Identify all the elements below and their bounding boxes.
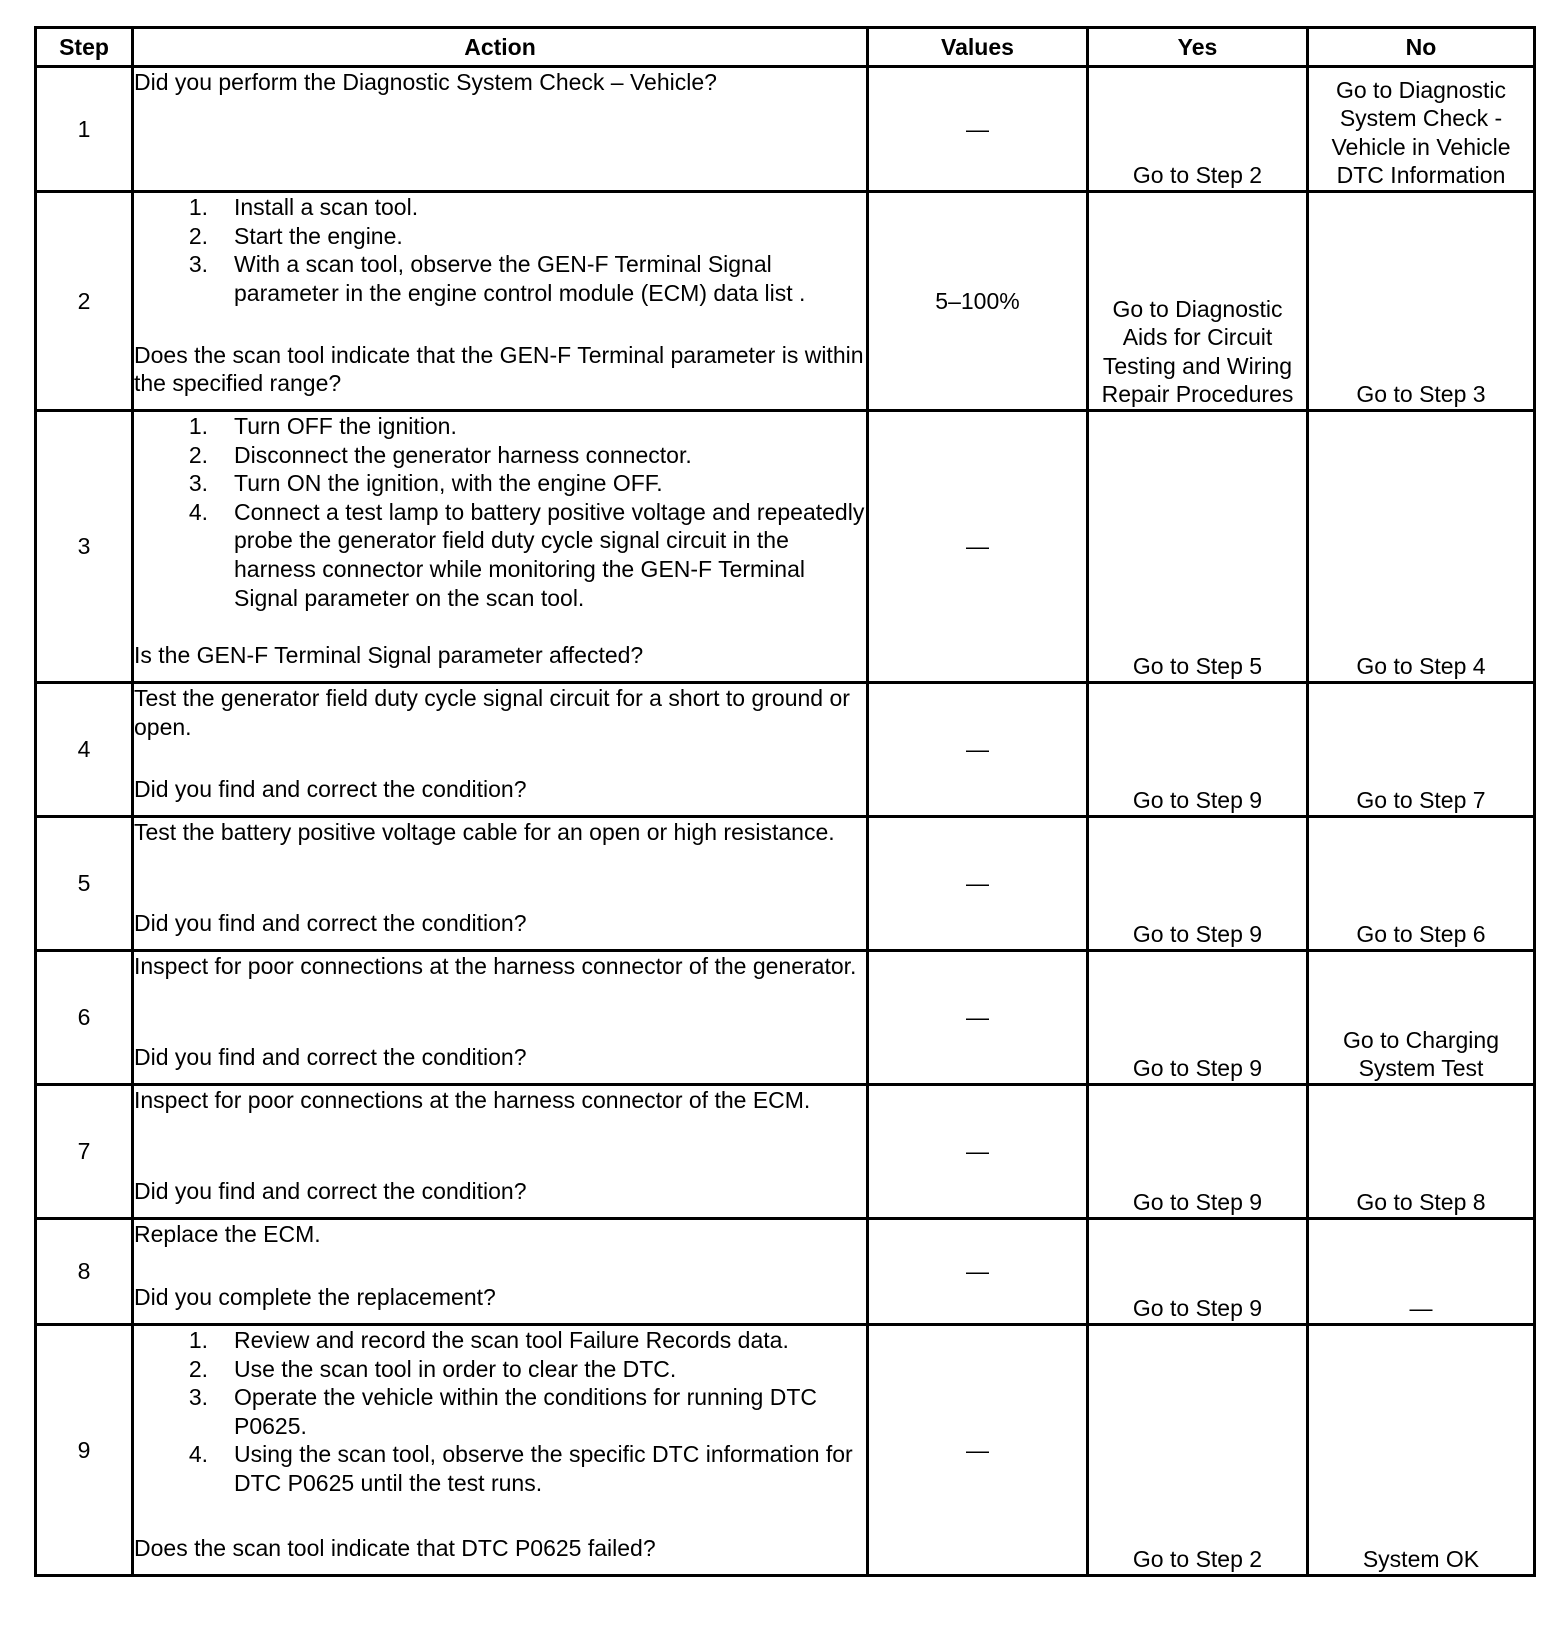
action-question: Did you find and correct the condition? [134, 1044, 527, 1071]
no-cell: Go to Step 8 [1308, 1085, 1535, 1219]
list-item [134, 193, 866, 222]
action-steps [134, 193, 866, 307]
list-number: 3. [188, 470, 208, 497]
action-steps [134, 1326, 866, 1498]
list-number: 2. [188, 222, 208, 249]
action-question: Did you find and correct the condition? [134, 1178, 527, 1205]
list-number: 3. [188, 251, 208, 278]
action-intro: Replace the ECM. [134, 1221, 321, 1247]
yes-cell: Go to Step 9 [1088, 683, 1308, 817]
action-cell [133, 1085, 868, 1219]
list-number: 1. [188, 1327, 208, 1353]
table-row [36, 683, 1535, 817]
step-number: 1 [36, 67, 133, 192]
no-cell: Go to Step 6 [1308, 817, 1535, 951]
step-number: 4 [36, 683, 133, 817]
step-number: 8 [36, 1219, 133, 1325]
action-cell [133, 817, 868, 951]
header-action: Action [133, 28, 868, 67]
yes-cell: Go to Step 5 [1088, 411, 1308, 683]
table-row [36, 817, 1535, 951]
step-number: 9 [36, 1325, 133, 1576]
values-cell: — [868, 411, 1088, 683]
no-cell: — [1308, 1219, 1535, 1325]
step-number: 7 [36, 1085, 133, 1219]
action-intro: Test the generator field duty cycle signal circuit for a short to ground or open. [134, 685, 850, 740]
header-values: Values [868, 28, 1088, 67]
values-cell: — [868, 683, 1088, 817]
action-cell [133, 683, 868, 817]
list-number: 4. [188, 498, 208, 525]
step-number: 6 [36, 951, 133, 1085]
table-row [36, 1085, 1535, 1219]
action-question: Did you find and correct the condition? [134, 776, 527, 803]
list-text: Review and record the scan tool Failure Records data. [234, 1327, 789, 1353]
list-text: Start the engine. [234, 222, 403, 249]
list-number: 1. [188, 413, 208, 439]
header-step: Step [36, 28, 133, 67]
list-item [134, 250, 866, 307]
list-number: 3. [188, 1384, 208, 1411]
header-row [36, 28, 1535, 67]
yes-cell: Go to Diagnostic Aids for Circuit Testing and Wiring Repair Procedures [1088, 192, 1308, 411]
step-number: 5 [36, 817, 133, 951]
list-item [134, 222, 866, 251]
yes-cell: Go to Step 9 [1088, 951, 1308, 1085]
no-cell: Go to Diagnostic System Check - Vehicle in Vehicle DTC Information [1308, 67, 1535, 192]
values-cell: — [868, 1325, 1088, 1576]
list-item [134, 441, 866, 470]
action-question: Is the GEN-F Terminal Signal parameter affected? [134, 642, 644, 669]
list-number: 2. [188, 441, 208, 468]
action-cell [133, 1219, 868, 1325]
action-cell [133, 1325, 868, 1576]
list-item [134, 1355, 866, 1384]
list-text: Operate the vehicle within the conditions for running DTC P0625. [234, 1384, 817, 1439]
list-text: Connect a test lamp to battery positive voltage and repeatedly probe the generator field duty cycle signal circuit in the harness connector while monitoring the GEN-F Terminal Signal parameter on the scan tool. [234, 498, 865, 611]
list-text: Turn OFF the ignition. [234, 413, 457, 439]
table-row [36, 192, 1535, 411]
table-row [36, 1325, 1535, 1576]
table-row [36, 67, 1535, 192]
no-cell: System OK [1308, 1325, 1535, 1576]
yes-cell: Go to Step 9 [1088, 1219, 1308, 1325]
yes-cell: Go to Step 2 [1088, 67, 1308, 192]
action-question: Did you find and correct the condition? [134, 910, 527, 937]
values-cell: — [868, 817, 1088, 951]
action-steps [134, 412, 866, 612]
action-question: Does the scan tool indicate that the GEN-F Terminal parameter is within the specified range? [134, 341, 864, 397]
no-cell: Go to Step 7 [1308, 683, 1535, 817]
list-text: With a scan tool, observe the GEN-F Terminal Signal parameter in the engine control module (ECM) data list . [234, 251, 806, 306]
list-item [134, 1326, 866, 1355]
list-number: 1. [188, 194, 208, 220]
list-number: 4. [188, 1441, 208, 1468]
list-item [134, 1383, 866, 1440]
list-text: Install a scan tool. [234, 194, 419, 220]
list-item [134, 469, 866, 498]
action-intro: Test the battery positive voltage cable for an open or high resistance. [134, 819, 835, 845]
list-text: Turn ON the ignition, with the engine OFF. [234, 470, 663, 497]
values-cell: — [868, 1219, 1088, 1325]
action-cell [133, 67, 868, 192]
yes-cell: Go to Step 9 [1088, 817, 1308, 951]
values-cell: 5–100% [868, 192, 1088, 411]
action-cell [133, 951, 868, 1085]
yes-cell: Go to Step 9 [1088, 1085, 1308, 1219]
no-cell: Go to Step 4 [1308, 411, 1535, 683]
no-cell: Go to Charging System Test [1308, 951, 1535, 1085]
action-question: Did you complete the replacement? [134, 1284, 496, 1311]
table-row [36, 411, 1535, 683]
action-intro: Inspect for poor connections at the harness connector of the ECM. [134, 1087, 811, 1113]
table-row [36, 1219, 1535, 1325]
action-cell [133, 192, 868, 411]
action-intro: Inspect for poor connections at the harness connector of the generator. [134, 953, 857, 979]
list-item [134, 498, 866, 612]
header-yes: Yes [1088, 28, 1308, 67]
values-cell: — [868, 1085, 1088, 1219]
action-intro: Did you perform the Diagnostic System Check – Vehicle? [134, 69, 717, 95]
list-item [134, 412, 866, 441]
yes-cell: Go to Step 2 [1088, 1325, 1308, 1576]
list-number: 2. [188, 1355, 208, 1382]
table-row [36, 951, 1535, 1085]
list-text: Use the scan tool in order to clear the DTC. [234, 1355, 677, 1382]
diagnostic-table [34, 26, 1536, 1577]
list-text: Using the scan tool, observe the specific DTC information for DTC P0625 until the test runs. [234, 1441, 853, 1496]
list-item [134, 1440, 866, 1497]
values-cell: — [868, 951, 1088, 1085]
header-no: No [1308, 28, 1535, 67]
action-question: Does the scan tool indicate that DTC P0625 failed? [134, 1535, 656, 1562]
action-cell [133, 411, 868, 683]
step-number: 2 [36, 192, 133, 411]
values-cell: — [868, 67, 1088, 192]
list-text: Disconnect the generator harness connector. [234, 441, 692, 468]
step-number: 3 [36, 411, 133, 683]
no-cell: Go to Step 3 [1308, 192, 1535, 411]
